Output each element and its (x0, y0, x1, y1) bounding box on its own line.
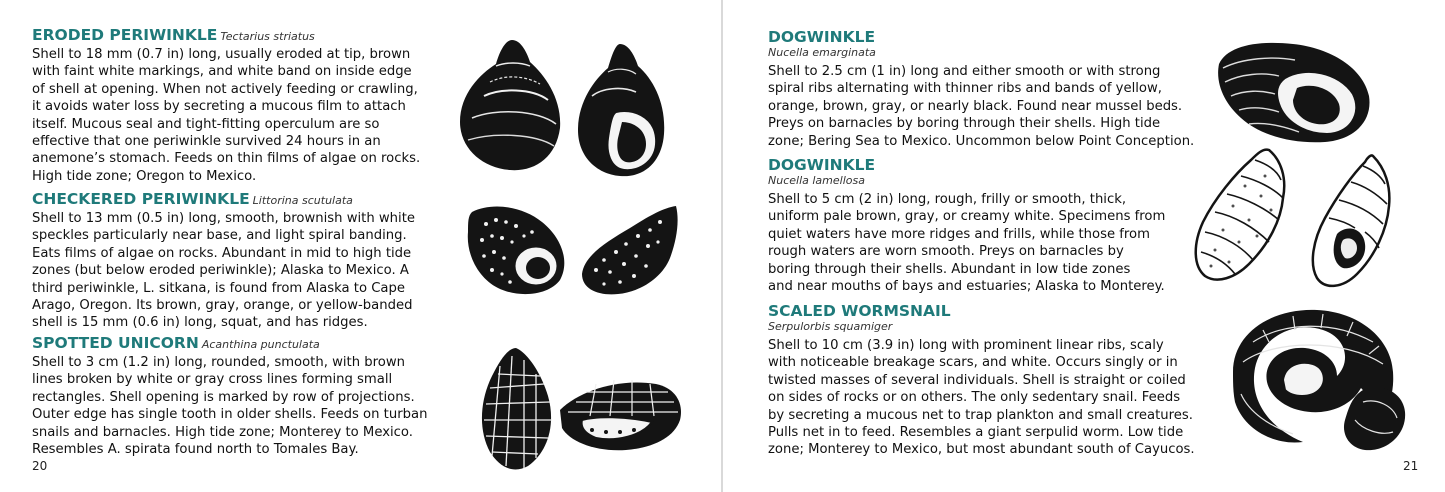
text-line: effective that one periwinkle survived 24 hours in an (32, 134, 381, 150)
text-line: Eats films of algae on rocks. Abundant in mid to high tide (32, 245, 412, 261)
entry-heading (32, 334, 427, 354)
entry-heading (32, 26, 420, 46)
dogwinkle-lamellosa-shell-front (1185, 146, 1297, 286)
text-line: zone; Monterey to Mexico, but most abundant south of Cayucos. (768, 442, 1195, 458)
text-line: orange, brown, gray, or nearly black. Found near mussel beds. (768, 98, 1183, 114)
scientific-name: Nucella emarginata (768, 46, 876, 59)
entry-scaled-wormsnail (768, 302, 1195, 459)
entry-heading (32, 190, 415, 210)
entry-description (32, 46, 420, 185)
checkered-periwinkle-shell-back (576, 202, 686, 298)
text-line: with faint white markings, and white band on inside edge (32, 64, 412, 80)
eroded-periwinkle-shell-back (568, 42, 678, 182)
common-name: DOGWINKLE (768, 28, 876, 46)
entry-description (32, 354, 427, 458)
common-name: SCALED WORMSNAIL (768, 302, 951, 320)
common-name: CHECKERED PERIWINKLE (32, 190, 250, 208)
text-line: lines broken by white or gray cross lines forming small (32, 372, 393, 388)
text-line: twisted masses of several individuals. Shell is straight or coiled (768, 372, 1186, 388)
scientific-name: Tectarius striatus (220, 30, 315, 43)
text-line: Shell to 18 mm (0.7 in) long, usually eroded at tip, brown (32, 47, 411, 62)
common-name: SPOTTED UNICORN (32, 334, 199, 352)
text-line: Shell to 3 cm (1.2 in) long, rounded, smooth, with brown (32, 355, 405, 370)
text-line: speckles particularly near base, and light spiral banding. (32, 228, 407, 244)
spotted-unicorn-shell-front (474, 344, 558, 472)
checkered-periwinkle-shell-front (462, 200, 572, 298)
text-line: Outer edge has single tooth in older shells. Feeds on turban (32, 407, 428, 423)
text-line: snails and barnacles. High tide zone; Monterey to Mexico. (32, 424, 413, 440)
text-line: quiet waters have more ridges and frills, while those from (768, 226, 1150, 242)
text-line: of shell at opening. When not actively feeding or crawling, (32, 81, 418, 97)
text-line: and near mouths of bays and estuaries; Alaska to Monterey. (768, 279, 1165, 295)
text-line: zone; Bering Sea to Mexico. Uncommon below Point Conception. (768, 133, 1195, 149)
text-line: anemone’s stomach. Feeds on thin films of algae on rocks. (32, 151, 421, 167)
common-name: DOGWINKLE (768, 156, 876, 174)
text-line: on sides of rocks or on others. The only sedentary snail. Feeds (768, 390, 1181, 406)
entry-spotted-unicorn (32, 334, 427, 458)
text-line: shell is 15 mm (0.6 in) long, squat, and has ridges. (32, 315, 368, 331)
text-line: by secreting a mucous net to trap plankton and small creatures. (768, 407, 1193, 423)
text-line: Preys on barnacles by boring through their shells. High tide (768, 116, 1161, 132)
entry-eroded-periwinkle (32, 26, 420, 185)
text-line: Shell to 10 cm (3.9 in) long with prominent linear ribs, scaly (768, 338, 1164, 353)
text-line: rough waters are worn smooth. Preys on barnacles by (768, 244, 1124, 260)
right-page (723, 0, 1445, 492)
text-line: third periwinkle, L. sitkana, is found from Alaska to Cape (32, 280, 405, 296)
page-number: 20 (32, 459, 48, 473)
page-number: 21 (1403, 459, 1419, 473)
left-page (0, 0, 722, 492)
text-line: Shell to 2.5 cm (1 in) long and either smooth or with strong (768, 64, 1161, 79)
text-line: Shell to 5 cm (2 in) long, rough, frilly or smooth, thick, (768, 192, 1127, 207)
text-line: uniform pale brown, gray, or creamy white. Specimens from (768, 209, 1166, 225)
text-line: zones (but below eroded periwinkle); Alaska to Mexico. A (32, 263, 409, 279)
eroded-periwinkle-shell-front (450, 36, 580, 176)
text-line: High tide zone; Oregon to Mexico. (32, 168, 257, 184)
spotted-unicorn-shell-side (556, 376, 686, 456)
entry-checkered-periwinkle (32, 190, 415, 332)
entry-description (768, 337, 1195, 459)
text-line: with noticeable breakage scars, and white. Occurs singly or in (768, 355, 1178, 371)
text-line: Resembles A. spirata found north to Tomales Bay. (32, 442, 359, 458)
text-line: Arago, Oregon. Its brown, gray, orange, or yellow-banded (32, 298, 413, 314)
text-line: itself. Mucous seal and tight-fitting operculum are so (32, 116, 380, 132)
entry-dogwinkle-lamellosa (768, 156, 1165, 295)
text-line: Pulls net in to feed. Resembles a giant serpulid worm. Low tide (768, 425, 1184, 441)
text-line: rectangles. Shell opening is marked by row of projections. (32, 389, 415, 405)
dogwinkle-emarginata-shell (1213, 38, 1377, 146)
dogwinkle-lamellosa-shell-back (1303, 152, 1409, 292)
entry-description (32, 210, 415, 332)
scientific-name: Serpulorbis squamiger (768, 320, 893, 333)
common-name: ERODED PERIWINKLE (32, 26, 218, 44)
text-line: boring through their shells. Abundant in low tide zones (768, 261, 1131, 277)
entry-description (768, 191, 1165, 295)
text-line: spiral ribs alternating with thinner ribs and bands of yellow, (768, 81, 1162, 97)
entry-description (768, 63, 1194, 150)
entry-dogwinkle-emarginata (768, 28, 1194, 150)
scaled-wormsnail-shell (1213, 302, 1413, 458)
scientific-name: Littorina scutulata (252, 194, 353, 207)
text-line: Shell to 13 mm (0.5 in) long, smooth, brownish with white (32, 211, 415, 226)
text-line: it avoids water loss by secreting a mucous film to attach (32, 99, 406, 115)
scientific-name: Nucella lamellosa (768, 174, 865, 187)
scientific-name: Acanthina punctulata (201, 338, 320, 351)
